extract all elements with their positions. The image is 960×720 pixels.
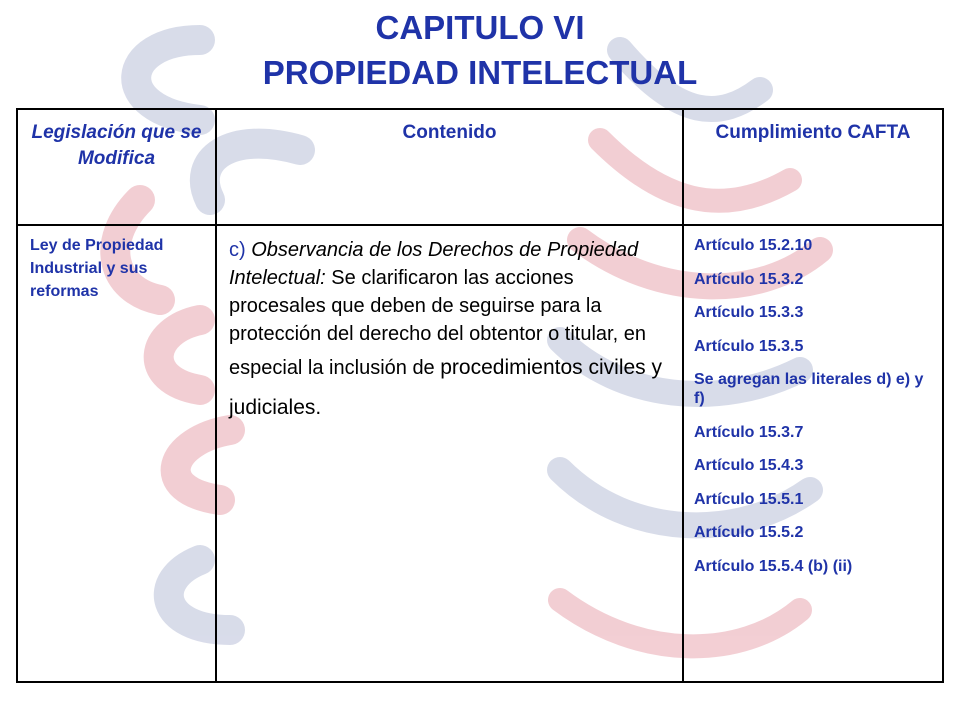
page-title-line2: PROPIEDAD INTELECTUAL xyxy=(262,54,698,91)
article-item: Artículo 15.5.2 xyxy=(694,524,804,541)
article-item: Artículo 15.3.7 xyxy=(694,423,804,441)
article-item: Artículo 15.4.3 xyxy=(694,457,804,474)
legislation-cell: Ley de Propiedad Industrial y sus reformas xyxy=(17,225,216,682)
cafta-articles-cell xyxy=(683,225,943,682)
table-row xyxy=(17,225,943,682)
table-header-row xyxy=(17,109,943,225)
page-title-line1: CAPITULO VI xyxy=(375,9,585,46)
content-heading: Observancia de los Derechos de Propiedad Intelectual: xyxy=(229,239,639,289)
content-body: Se clarificaron las acciones procesales que deben de seguirse para la protección del derecho del obtentor o titular, en especial la inclusión de xyxy=(229,267,646,379)
article-item: Artículo 15.5.1 xyxy=(694,490,804,508)
article-item: Artículo 15.3.2 xyxy=(694,270,804,288)
content-letter: c) xyxy=(229,239,246,261)
column-header-cafta: Cumplimiento CAFTA xyxy=(683,109,943,225)
column-header-legislation: Legislación que se Modifica xyxy=(17,109,216,225)
article-item: Artículo 15.3.3 xyxy=(694,304,804,321)
content-cell xyxy=(216,225,683,682)
content-last-line: procedimientos civiles y judiciales. xyxy=(229,356,663,419)
column-header-content: Contenido xyxy=(216,109,683,225)
article-item: Artículo 15.5.4 (b) (ii) xyxy=(694,557,853,575)
legislation-table xyxy=(16,108,944,683)
article-note: Se agregan las literales d) e) y f) xyxy=(694,371,924,407)
article-item: Artículo 15.3.5 xyxy=(694,337,804,355)
article-item: Artículo 15.2.10 xyxy=(694,237,813,254)
